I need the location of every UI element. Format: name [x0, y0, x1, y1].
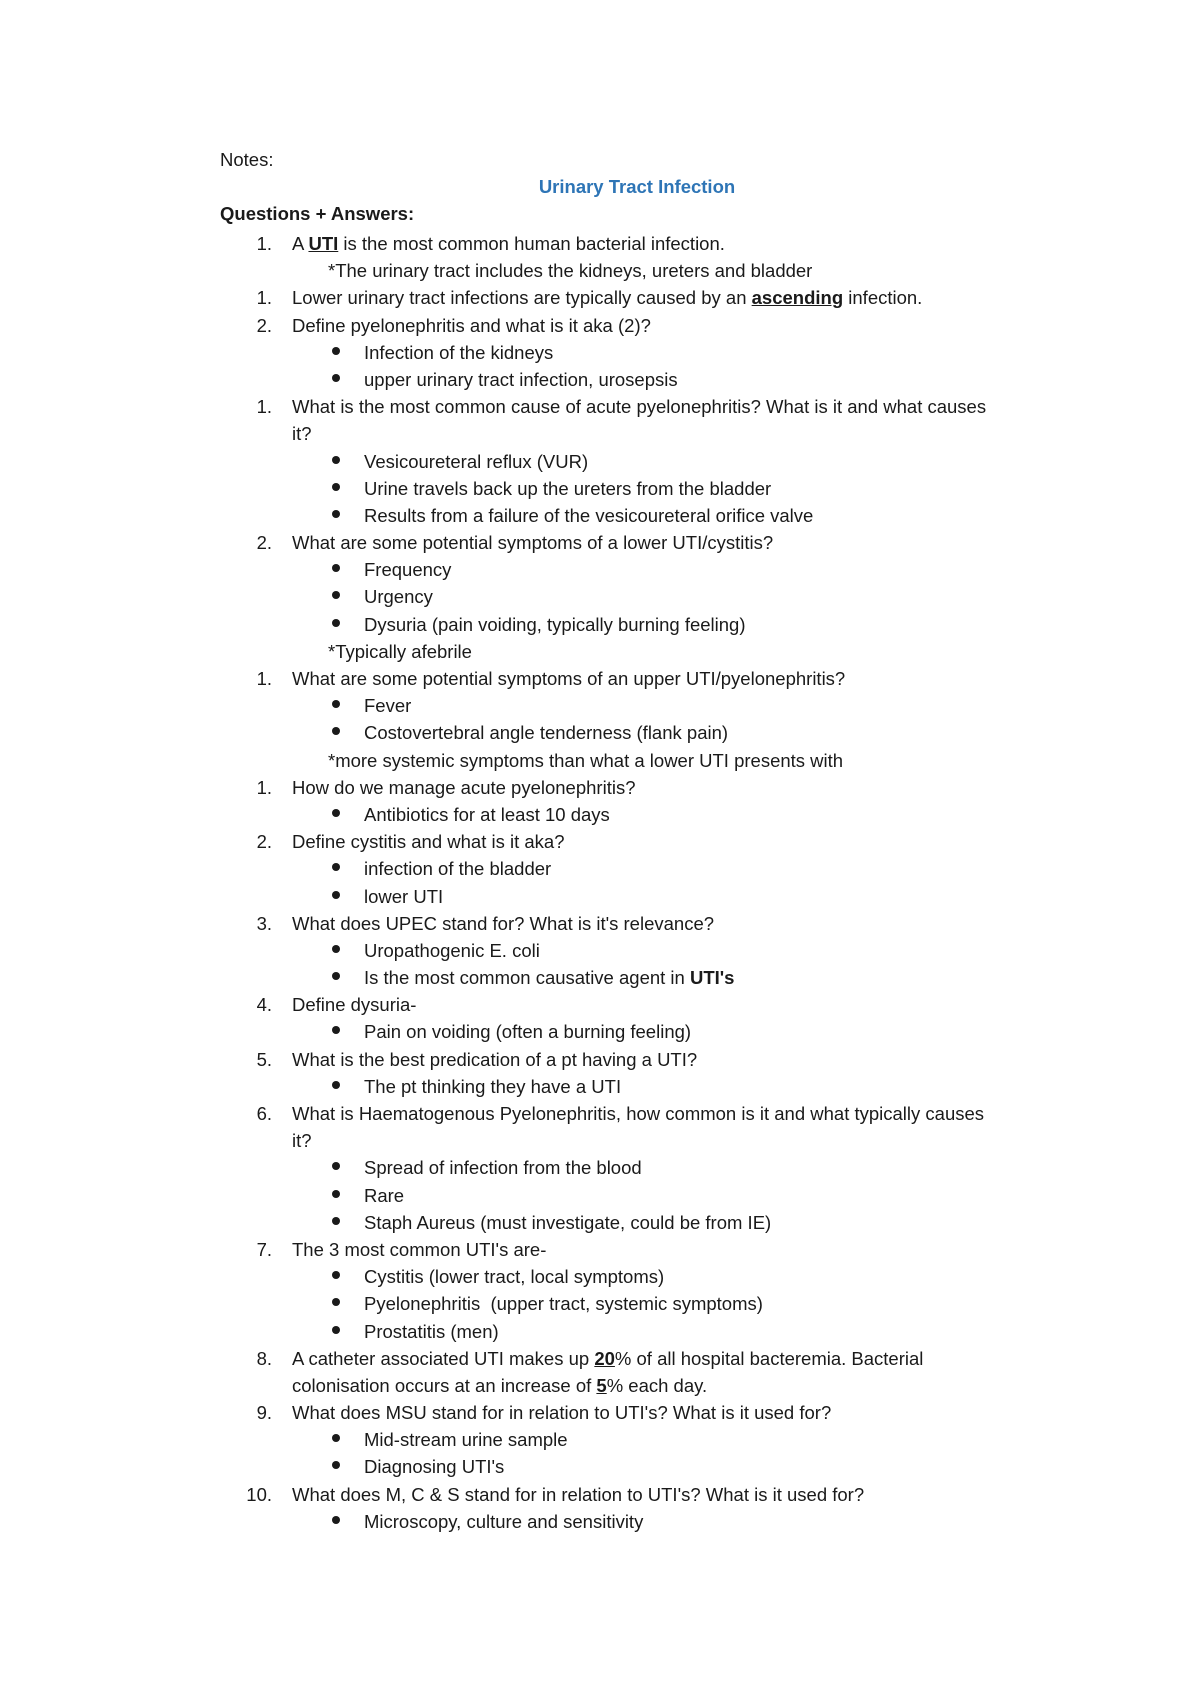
note-text: *The urinary tract includes the kidneys, ureters and bladder: [328, 260, 813, 282]
bullet-item: [0, 339, 1200, 366]
bullet-text: Mid-stream urine sample: [364, 1429, 568, 1451]
question-line: [0, 991, 1200, 1018]
bullet-icon: [332, 945, 340, 953]
section-heading: Questions + Answers:: [220, 203, 415, 224]
question-text: The 3 most common UTI's are-: [292, 1238, 547, 1260]
note-line: [0, 638, 1200, 665]
question-text: Define dysuria-: [292, 994, 417, 1016]
bullet-item: [0, 1073, 1200, 1100]
question-line: [0, 910, 1200, 937]
highlight-term: 20: [594, 1347, 615, 1369]
bullet-icon: [332, 1326, 340, 1334]
bullet-text: Spread of infection from the blood: [364, 1157, 642, 1179]
question-text-part: A: [292, 233, 309, 254]
question-number: 1.: [256, 233, 272, 254]
highlight-term: UTI: [308, 233, 339, 254]
bullet-item: [0, 1426, 1200, 1453]
bullet-text: Dysuria (pain voiding, typically burning feeling): [364, 613, 746, 635]
question-number: 1.: [256, 776, 272, 798]
note-line: [0, 257, 1200, 284]
bullet-item: [0, 1453, 1200, 1480]
question-number: 1.: [256, 287, 272, 309]
question-number: 8.: [256, 1347, 272, 1369]
question-line: [0, 312, 1200, 339]
highlight-term: ascending: [751, 287, 844, 309]
bullet-icon: [332, 456, 340, 464]
highlight-term: 5: [596, 1374, 607, 1396]
bullet-item: [0, 937, 1200, 964]
question-text: What does M, C & S stand for in relation to UTI's? What is it used for?: [292, 1483, 865, 1505]
question-text-continued: it?: [292, 1130, 312, 1152]
question-continuation: [0, 1372, 1200, 1399]
bullet-icon: [332, 1026, 340, 1034]
bullet-icon: [332, 1162, 340, 1170]
bullet-text: Infection of the kidneys: [364, 341, 554, 363]
question-text-continued: [292, 1372, 707, 1399]
question-text: What are some potential symptoms of a lower UTI/cystitis?: [292, 532, 774, 554]
question-line: [0, 1236, 1200, 1263]
question-text: What is Haematogenous Pyelonephritis, how common is it and what typically causes: [292, 1103, 985, 1124]
bullet-item: [0, 855, 1200, 882]
bullet-icon: [332, 972, 340, 980]
question-text: What are some potential symptoms of an upper UTI/pyelonephritis?: [292, 668, 846, 689]
bullet-text: Uropathogenic E. coli: [364, 939, 540, 961]
document-title: Urinary Tract Infection: [538, 176, 736, 197]
note-text: *more systemic symptoms than what a lower UTI presents with: [328, 749, 844, 771]
question-line: [0, 828, 1200, 855]
bold-term: UTI's: [689, 967, 735, 989]
question-text-part: infection.: [843, 287, 923, 309]
bullet-icon: [332, 891, 340, 899]
bullet-item: [0, 1263, 1200, 1290]
bullet-item: [0, 801, 1200, 828]
bullet-text: lower UTI: [364, 885, 444, 907]
bullet-icon: [332, 700, 340, 708]
question-number: 6.: [256, 1103, 272, 1124]
question-line: [0, 529, 1200, 556]
question-text-part: % each day.: [606, 1374, 708, 1396]
question-number: 7.: [256, 1238, 272, 1260]
question-text: Define pyelonephritis and what is it aka (2)?: [292, 314, 651, 336]
bullet-icon: [332, 347, 340, 355]
question-line: [0, 1100, 1200, 1127]
question-text: [292, 230, 725, 257]
bullet-icon: [332, 1217, 340, 1225]
bullet-icon: [332, 483, 340, 491]
question-text-part: A catheter associated UTI makes up: [292, 1347, 595, 1369]
question-text: How do we manage acute pyelonephritis?: [292, 776, 636, 798]
bullet-item: [0, 448, 1200, 475]
bullet-text: Urine travels back up the ureters from the bladder: [364, 477, 772, 499]
bullet-item: [0, 719, 1200, 746]
question-text: [292, 1345, 923, 1372]
bullet-item: [0, 611, 1200, 638]
bullet-icon: [332, 1516, 340, 1524]
bullet-text: Prostatitis (men): [364, 1320, 499, 1342]
question-number: 2.: [256, 831, 272, 853]
question-line: [0, 230, 1200, 257]
question-line: [0, 284, 1200, 311]
question-continuation: [0, 420, 1200, 447]
bullet-text: Diagnosing UTI's: [364, 1456, 505, 1478]
bullet-text: [364, 964, 734, 991]
bullet-item: [0, 366, 1200, 393]
bullet-icon: [332, 591, 340, 599]
question-continuation: [0, 1127, 1200, 1154]
question-line: [0, 1399, 1200, 1426]
bullet-item: [0, 883, 1200, 910]
question-number: 4.: [256, 994, 272, 1016]
bullet-item: [0, 475, 1200, 502]
question-text-part: is the most common human bacterial infection.: [338, 233, 725, 254]
bullet-text: infection of the bladder: [364, 858, 552, 880]
qa-list: [0, 230, 1200, 1535]
question-number: 5.: [256, 1048, 272, 1070]
bullet-icon: [332, 564, 340, 572]
question-text-continued: it?: [292, 423, 312, 445]
bullet-text: Antibiotics for at least 10 days: [364, 803, 610, 825]
bullet-item: [0, 964, 1200, 991]
question-number: 3.: [256, 912, 272, 934]
bullet-text: Frequency: [364, 559, 452, 581]
question-number: 1.: [256, 668, 272, 689]
question-number: 2.: [256, 532, 272, 554]
bullet-text: The pt thinking they have a UTI: [364, 1075, 622, 1097]
bullet-icon: [332, 1271, 340, 1279]
bullet-text: Fever: [364, 695, 412, 717]
bullet-icon: [332, 863, 340, 871]
question-number: 1.: [256, 396, 272, 418]
bullet-text: Pyelonephritis (upper tract, systemic symptoms): [364, 1293, 763, 1315]
question-text-part: Lower urinary tract infections are typically caused by an: [292, 287, 752, 309]
bullet-item: [0, 1154, 1200, 1181]
bullet-text: Pain on voiding (often a burning feeling): [364, 1021, 692, 1043]
question-text: What does MSU stand for in relation to UTI's? What is it used for?: [292, 1402, 832, 1424]
bullet-text: Microscopy, culture and sensitivity: [364, 1510, 644, 1532]
question-line: [0, 774, 1200, 801]
question-text: [292, 284, 922, 311]
bullet-icon: [332, 1298, 340, 1306]
bullet-icon: [332, 510, 340, 518]
bullet-item: [0, 692, 1200, 719]
question-line: [0, 1481, 1200, 1508]
question-text: Define cystitis and what is it aka?: [292, 831, 565, 853]
bullet-item: [0, 583, 1200, 610]
question-number: 2.: [256, 314, 272, 336]
question-text: What does UPEC stand for? What is it's relevance?: [292, 912, 715, 934]
question-text-part: % of all hospital bacteremia. Bacterial: [614, 1347, 924, 1369]
bullet-item: [0, 1209, 1200, 1236]
bullet-icon: [332, 1434, 340, 1442]
bullet-icon: [332, 1081, 340, 1089]
bullet-item: [0, 1508, 1200, 1535]
notes-label: Notes:: [220, 149, 274, 170]
question-line: [0, 1345, 1200, 1372]
bullet-item: [0, 556, 1200, 583]
note-text: *Typically afebrile: [328, 640, 472, 662]
bullet-text: Vesicoureteral reflux (VUR): [364, 450, 589, 472]
bullet-text-part: Is the most common causative agent in: [364, 967, 690, 989]
question-text: What is the best predication of a pt having a UTI?: [292, 1048, 698, 1070]
bullet-item: [0, 1290, 1200, 1317]
question-text-part: colonisation occurs at an increase of: [292, 1374, 597, 1396]
bullet-icon: [332, 619, 340, 627]
bullet-item: [0, 502, 1200, 529]
note-line: [0, 747, 1200, 774]
question-line: [0, 1046, 1200, 1073]
question-number: 9.: [256, 1402, 272, 1424]
bullet-item: [0, 1318, 1200, 1345]
bullet-text: Staph Aureus (must investigate, could be from IE): [364, 1211, 772, 1233]
bullet-icon: [332, 1461, 340, 1469]
question-line: [0, 393, 1200, 420]
bullet-text: upper urinary tract infection, urosepsis: [364, 368, 678, 390]
bullet-text: Rare: [364, 1184, 405, 1206]
bullet-icon: [332, 1190, 340, 1198]
bullet-icon: [332, 727, 340, 735]
bullet-text: Results from a failure of the vesicoureteral orifice valve: [364, 504, 814, 526]
bullet-item: [0, 1018, 1200, 1045]
bullet-text: Cystitis (lower tract, local symptoms): [364, 1266, 665, 1288]
bullet-icon: [332, 374, 340, 382]
bullet-item: [0, 1182, 1200, 1209]
question-text: What is the most common cause of acute pyelonephritis? What is it and what causes: [292, 396, 987, 418]
question-number: 10.: [246, 1483, 272, 1505]
bullet-text: Costovertebral angle tenderness (flank pain): [364, 722, 729, 744]
bullet-text: Urgency: [364, 586, 433, 608]
question-line: [0, 665, 1200, 692]
bullet-icon: [332, 809, 340, 817]
